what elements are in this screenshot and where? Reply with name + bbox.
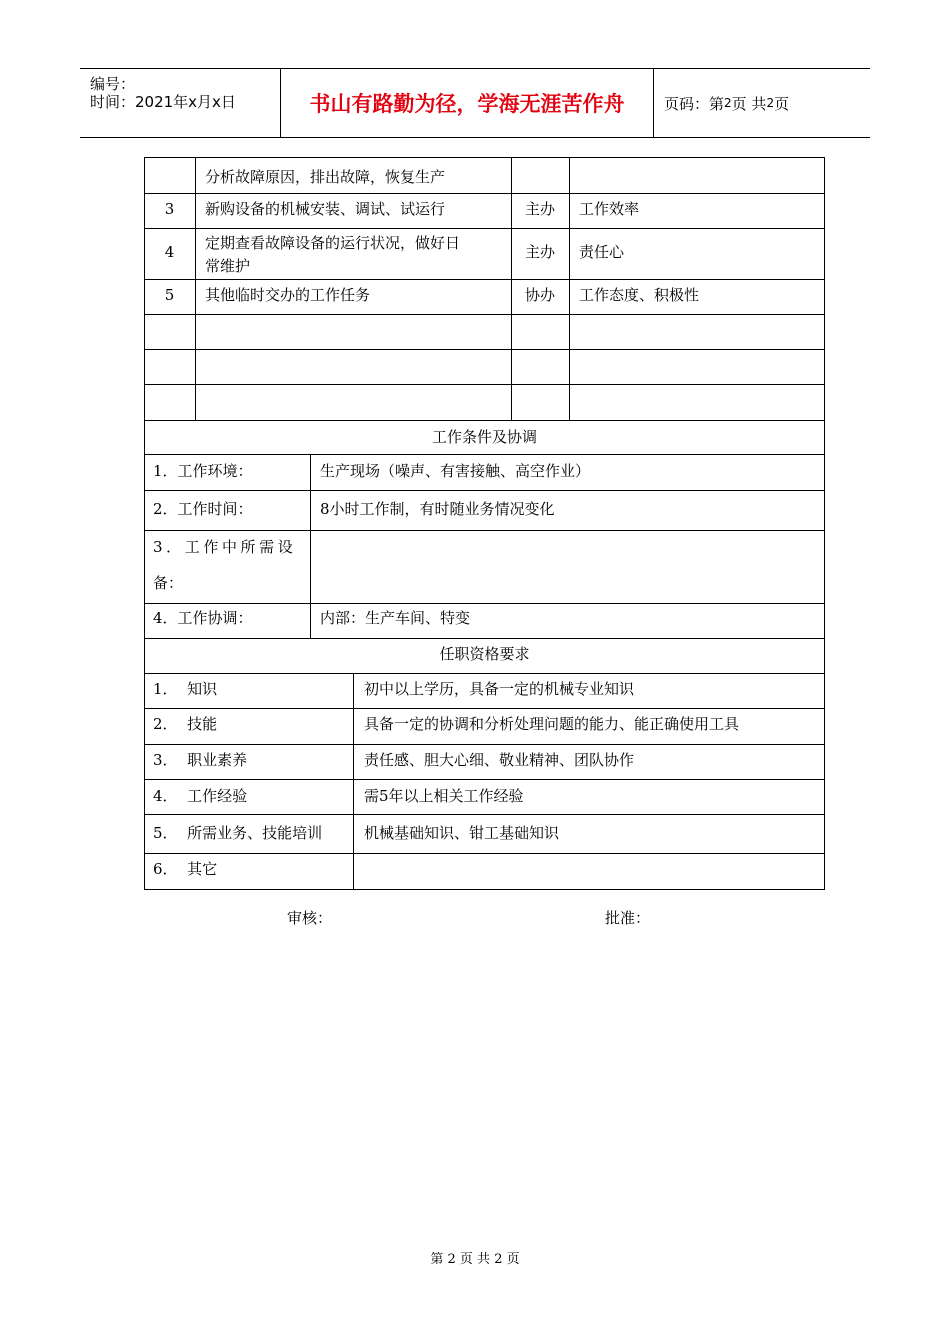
qualification-label: 3． 职业素养	[153, 751, 248, 769]
table-border	[144, 157, 825, 158]
header-meta	[80, 69, 281, 137]
row-divider	[144, 454, 825, 455]
page-total: 2	[766, 96, 775, 110]
table-border	[144, 157, 145, 890]
row-divider	[144, 530, 825, 531]
duty-number: 3	[164, 200, 175, 218]
page-prefix: 页码：第	[664, 94, 725, 113]
qualification-label: 5． 所需业务、技能培训	[153, 824, 323, 842]
duty-standard: 责任心	[579, 243, 625, 261]
row-divider	[144, 673, 825, 674]
row-divider	[144, 349, 825, 350]
duty-task: 新购设备的机械安装、调试、试运行	[205, 200, 446, 218]
time-label: 时间：2021年x月x日	[90, 93, 236, 111]
row-divider	[144, 638, 825, 639]
qualification-label: 6． 其它	[153, 860, 218, 878]
duty-standard: 工作态度、积极性	[579, 286, 700, 304]
qualification-label: 1． 知识	[153, 680, 218, 698]
condition-label: 1．工作环境：	[153, 462, 253, 480]
duty-number: 4	[164, 243, 175, 261]
duty-task-line1: 定期查看故障设备的运行状况，做好日	[205, 234, 461, 252]
row-divider	[144, 314, 825, 315]
duty-standard: 工作效率	[579, 200, 640, 218]
qualification-value: 初中以上学历，具备一定的机械专业知识	[364, 680, 635, 698]
review-label: 审核：	[287, 909, 333, 927]
row-divider	[144, 384, 825, 385]
row-divider	[144, 853, 825, 854]
condition-value: 内部：生产车间、特变	[320, 609, 471, 627]
page-mid: 页 共	[731, 94, 767, 113]
duty-task-line2: 常维护	[205, 257, 251, 275]
col-divider	[569, 157, 570, 420]
condition-label: 2．工作时间：	[153, 500, 253, 518]
row-divider	[144, 814, 825, 815]
table-border	[824, 157, 825, 890]
row-divider	[144, 603, 825, 604]
page-footer: 第 2 页 共 2 页	[430, 1252, 520, 1267]
duty-role: 协办	[524, 286, 555, 304]
row-divider	[144, 779, 825, 780]
row-divider	[144, 228, 825, 229]
col-divider	[195, 157, 196, 420]
condition-label-line1: 3．工作中所需设	[153, 538, 297, 556]
col-divider	[353, 673, 354, 889]
duty-role: 主办	[524, 200, 555, 218]
duty-role: 主办	[524, 243, 555, 261]
row-divider	[144, 279, 825, 280]
condition-value: 8小时工作制，有时随业务情况变化	[320, 500, 555, 518]
row-divider	[144, 193, 825, 194]
row-divider	[144, 708, 825, 709]
condition-value: 生产现场（噪声、有害接触、高空作业）	[320, 462, 591, 480]
condition-label: 4．工作协调：	[153, 609, 253, 627]
duty-task: 其他临时交办的工作任务	[205, 286, 371, 304]
page-current: 2	[724, 96, 732, 110]
document-header	[80, 68, 870, 138]
row-divider	[144, 490, 825, 491]
number-label: 编号：	[90, 75, 136, 93]
section-title-conditions: 工作条件及协调	[431, 428, 537, 446]
qualification-label: 2． 技能	[153, 715, 218, 733]
table-border	[144, 889, 825, 890]
approve-label: 批准：	[605, 909, 651, 927]
row-divider	[144, 420, 825, 421]
condition-label-line2: 备：	[153, 574, 184, 592]
page-indicator	[664, 69, 789, 137]
duty-task: 分析故障原因，排出故障，恢复生产	[205, 168, 446, 186]
page-suffix: 页	[774, 94, 790, 113]
motto: 书山有路勤为径，学海无涯苦作舟	[281, 69, 654, 137]
qualification-value: 具备一定的协调和分析处理问题的能力、能正确使用工具	[364, 715, 740, 733]
qualification-value: 机械基础知识、钳工基础知识	[364, 824, 560, 842]
qualification-label: 4． 工作经验	[153, 787, 248, 805]
section-title-qualifications: 任职资格要求	[439, 645, 530, 663]
qualification-value: 需5年以上相关工作经验	[364, 787, 524, 805]
duty-number: 5	[164, 286, 175, 304]
col-divider	[310, 454, 311, 638]
row-divider	[144, 744, 825, 745]
qualification-value: 责任感、胆大心细、敬业精神、团队协作	[364, 751, 635, 769]
